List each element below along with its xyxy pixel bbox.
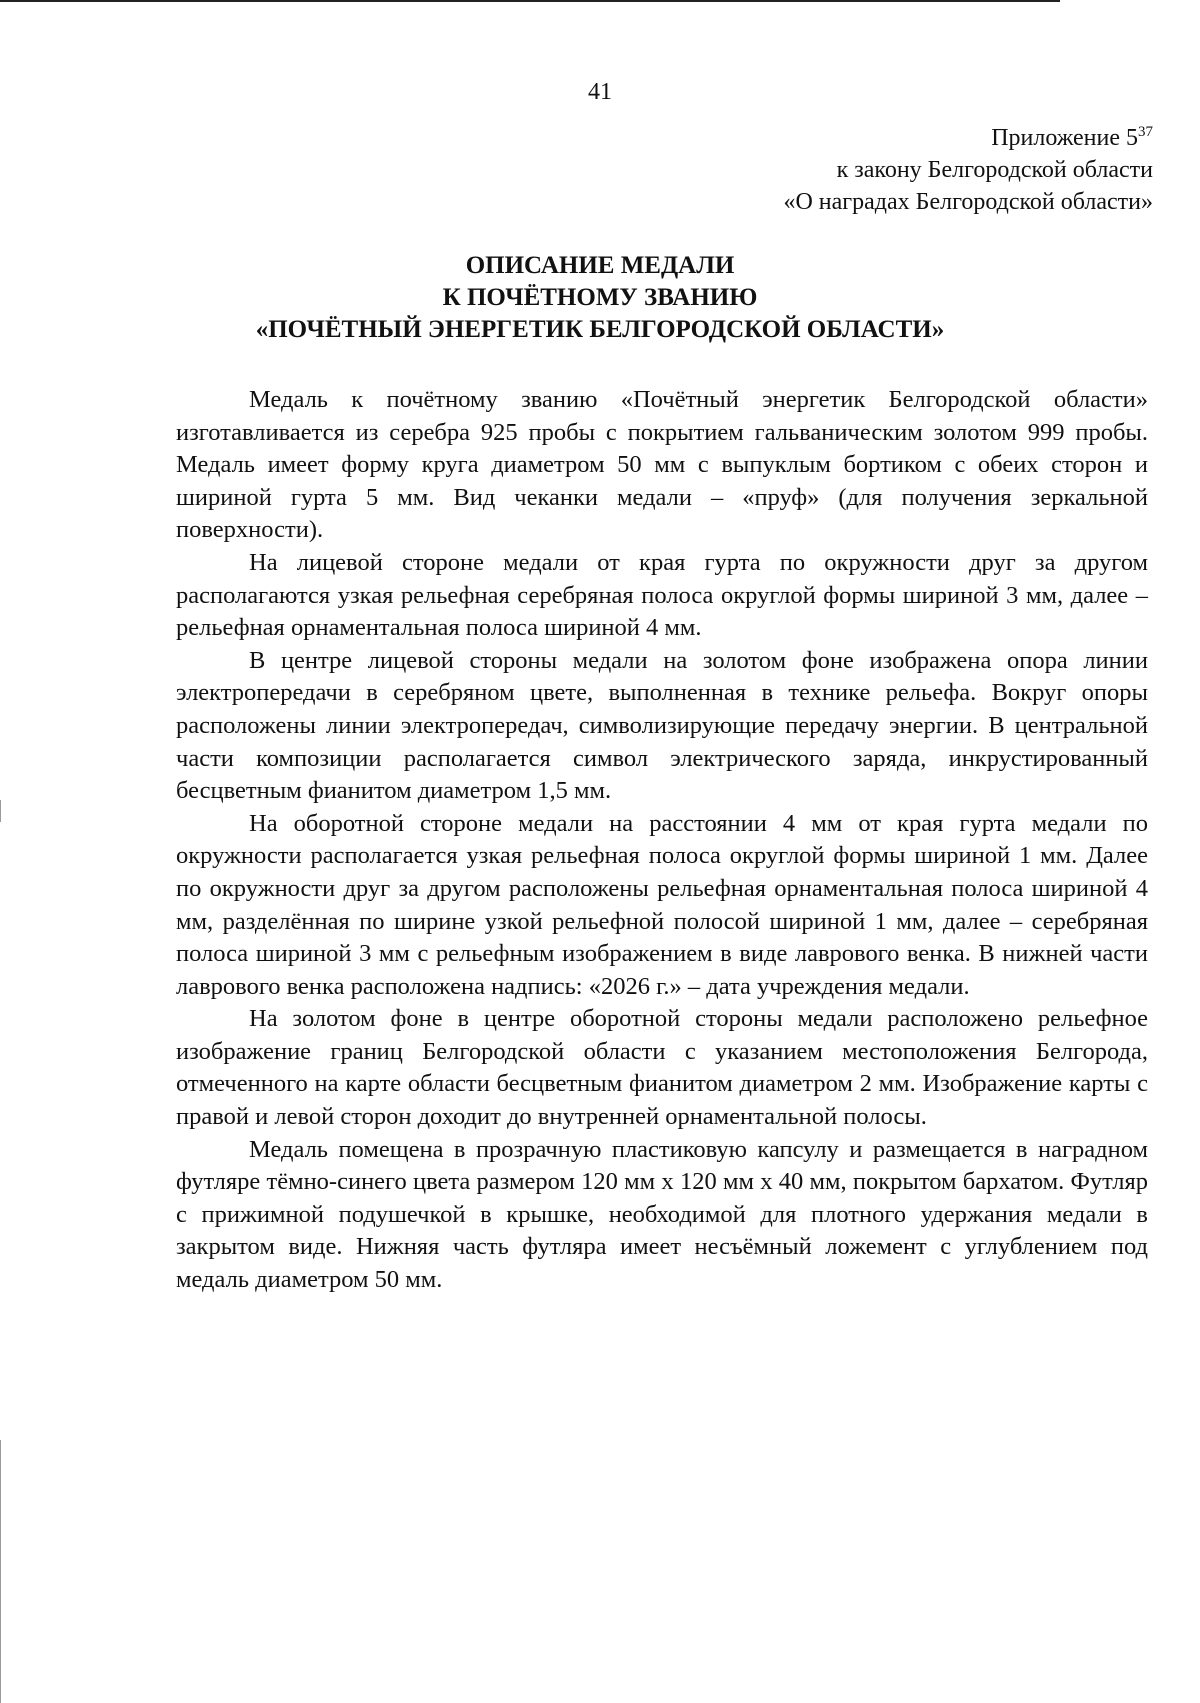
appendix-line-1 [783,122,1153,154]
appendix-number: Приложение 5 [991,125,1138,151]
document-body [176,384,1148,1297]
paragraph-reverse-edge: На оборотной стороне медали на расстоянии 4 мм от края гурта медали по окружности располагается узкая рельефная полоса округлой формы шириной 1 мм. Далее по окружности друг за другом расположены рельефная орнаментальная полоса шириной 4 мм, разделённая по ширине узкой рельефной полосой шириной 1 мм, далее – серебряная полоса шириной 3 мм с рельефным изображением в виде лаврового венка. В нижней части лаврового венка расположена надпись: «2026 г.» – дата учреждения медали. [176,809,1148,1000]
paragraph-reverse-center: На золотом фоне в центре оборотной стороны медали расположено рельефное изображение границ Белгородской области с указанием местоположения Белгорода, отмеченного на карте области бесцветным фианитом диаметром 2 мм. Изображение карты с правой и левой сторон доходит до внутренней орнаментальной полосы. [176,1005,1148,1131]
appendix-superscript: 37 [1138,124,1153,140]
scan-top-edge-line [0,0,1060,2]
page-number: 41 [588,79,612,105]
title-line-3: «ПОЧЁТНЫЙ ЭНЕРГЕТИК БЕЛГОРОДСКОЙ ОБЛАСТИ» [255,316,945,343]
appendix-line-3: «О наградах Белгородской области» [783,189,1153,215]
document-title [160,250,1040,346]
title-line-1: ОПИСАНИЕ МЕДАЛИ [465,252,735,279]
appendix-header [783,122,1153,218]
scan-margin-mark [0,800,1,822]
paragraph-obverse-edge: На лицевой стороне медали от края гурта по окружности друг за другом располагаются узкая рельефная серебряная полоса округлой формы шириной 3 мм, далее – рельефная орнаментальная полоса шириной 4 мм. [176,548,1148,642]
appendix-line-2: к закону Белгородской области [836,157,1153,183]
paragraph-obverse-center: В центре лицевой стороны медали на золотом фоне изображена опора линии электропередачи в серебряном цвете, выполненная в технике рельефа. Вокруг опоры расположены линии электропередач, символизирующие передачу энергии. В центральной части композиции располагается символ электрического заряда, инкрустированный бесцветным фианитом диаметром 1,5 мм. [176,646,1148,805]
scan-margin-line [0,1440,1,1703]
paragraph-medal-material: Медаль к почётному званию «Почётный энергетик Белгородской области» изготавливается из серебра 925 пробы с покрытием гальваническим золотом 999 пробы. Медаль имеет форму круга диаметром 50 мм с выпуклым бортиком с обеих сторон и шириной гурта 5 мм. Вид чеканки медали – «пруф» (для получения зеркальной поверхности). [176,386,1148,544]
title-line-2: К ПОЧЁТНОМУ ЗВАНИЮ [442,284,758,311]
paragraph-case: Медаль помещена в прозрачную пластиковую капсулу и размещается в наградном футляре тёмно-синего цвета размером 120 мм х 120 мм х 40 мм, покрытом бархатом. Футляр с прижимной подушечкой в крышке, необходимой для плотного удержания медали в закрытом виде. Нижняя часть футляра имеет несъёмный ложемент с углублением под медаль диаметром 50 мм. [176,1135,1148,1294]
